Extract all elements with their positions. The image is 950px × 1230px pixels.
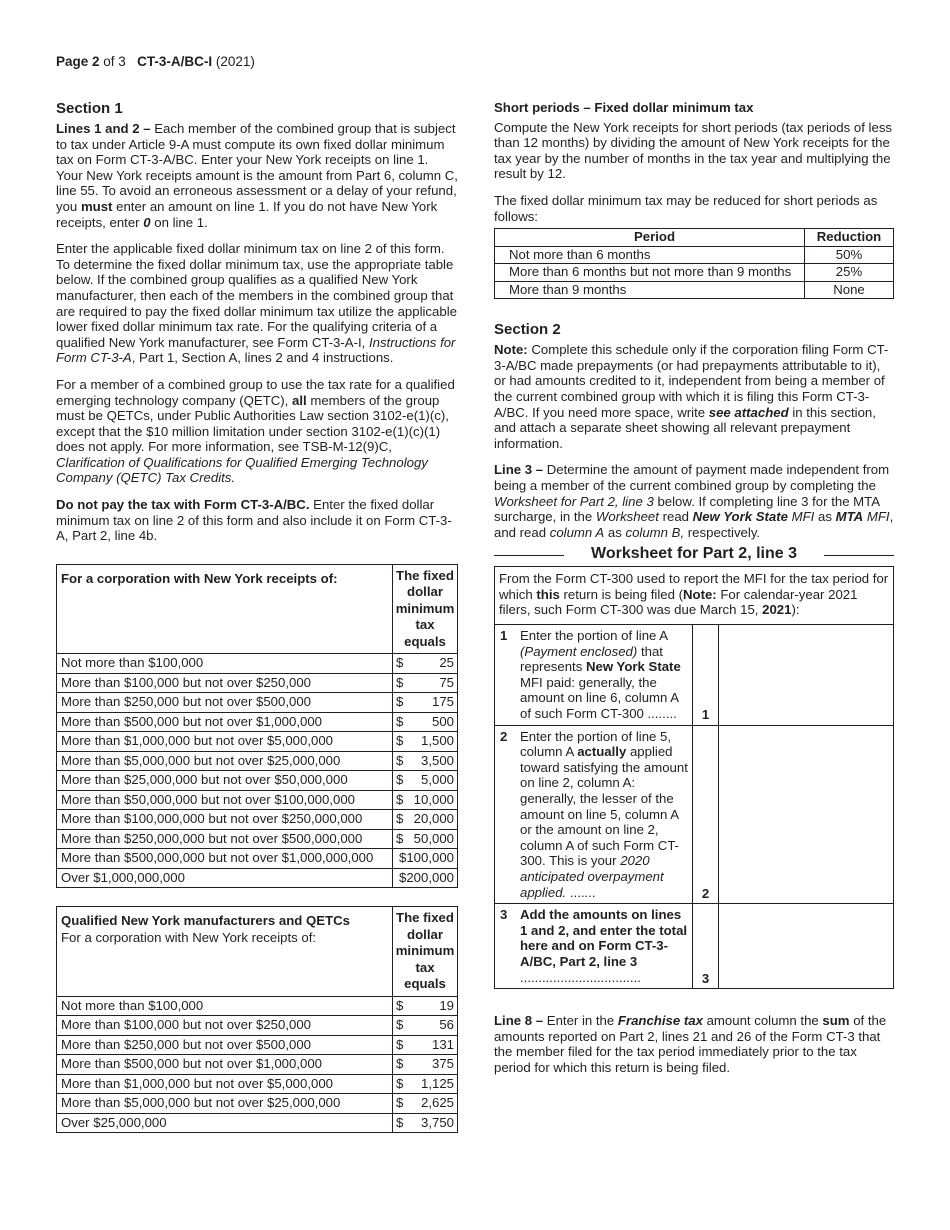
form-id: CT-3-A/BC-I xyxy=(137,54,213,69)
worksheet-intro: From the Form CT-300 used to report the MFI for the tax period for which this return is being filed (Note: For calendar-year 2021 filers, such Form CT-300 was due March 15, 2021): xyxy=(495,567,893,625)
table-header-tax: The fixed dollar minimum tax equals xyxy=(393,907,458,997)
period-cell: Not more than 6 months xyxy=(495,246,805,264)
worksheet-line-2 xyxy=(495,726,893,905)
section2-note: Note: Complete this schedule only if the corporation filing Form CT-3-A/BC made prepayments (or had prepayments attributable to it), or had amounts credited to it, independent from being a member of the current combined group with which it is filing this Form CT-3-A/BC. If you need more space, write see attached in this section, and attach a separate sheet showing all relevant prepayment information. xyxy=(494,342,889,451)
receipts-range: More than $100,000,000 but not over $250,000,000 xyxy=(57,810,393,830)
receipts-range: Over $1,000,000,000 xyxy=(57,868,393,888)
tax-amount: $ 500 xyxy=(393,712,458,732)
tax-amount: $ 56 xyxy=(393,1016,458,1036)
tax-amount: $ 75 xyxy=(393,673,458,693)
table-row xyxy=(57,810,458,830)
table-row xyxy=(57,1055,458,1075)
table-row xyxy=(57,1035,458,1055)
line-number: 2 xyxy=(500,728,508,744)
worksheet-line-3 xyxy=(495,904,893,988)
receipts-range: More than $100,000 but not over $250,000 xyxy=(57,673,393,693)
reduction-cell: 50% xyxy=(805,246,894,264)
form-year: (2021) xyxy=(212,54,255,69)
line-ref: 2 xyxy=(692,726,719,904)
table-row xyxy=(57,771,458,791)
tax-amount: $ 3,750 xyxy=(393,1113,458,1133)
page-total: of 3 xyxy=(99,54,126,69)
receipts-range: More than $500,000 but not over $1,000,000 xyxy=(57,1055,393,1075)
line-number: 1 xyxy=(500,628,508,644)
receipts-range: More than $25,000,000 but not over $50,000,000 xyxy=(57,771,393,791)
section1-qetc-para: For a member of a combined group to use the tax rate for a qualified emerging technology company (QETC), all members of the group must be QETCs, under Public Authorities Law section 3102-e(1)(c), except that the $10 million limitation under section 3102-e(1)(c)(1) does not apply. For more information, see TSB-M-12(9)C, Clarification of Qualifications for Qualified Emerging Technology Company (QETC) Tax Credits. xyxy=(56,376,455,486)
line-1-amount-field[interactable] xyxy=(719,625,893,725)
worksheet-title: Worksheet for Part 2, line 3 xyxy=(494,546,894,566)
short-periods-title: Short periods – Fixed dollar minimum tax xyxy=(494,100,754,115)
table-header-receipts: Qualified New York manufacturers and QETCs For a corporation with New York receipts of: xyxy=(57,907,393,997)
table-row xyxy=(57,712,458,732)
line8-para: Line 8 – Enter in the Franchise tax amount column the sum of the amounts reported on Part 2, lines 21 and 26 of the Form CT-3 that the member filed for the tax period immediately prior to the tax period for which this return is being filed. xyxy=(494,1013,887,1075)
tax-amount: $ 131 xyxy=(393,1035,458,1055)
line-text: Enter the portion of line A (Payment enclosed) that represents New York State MFI paid: generally, the amount on line 6, column A of such Form CT-300 ........ xyxy=(520,628,681,722)
table-row xyxy=(57,751,458,771)
line-number: 3 xyxy=(500,907,508,923)
page-label: Page xyxy=(56,54,93,69)
receipts-range: More than $250,000,000 but not over $500,000,000 xyxy=(57,829,393,849)
section1-title: Section 1 xyxy=(56,100,123,117)
line-ref: 1 xyxy=(692,625,719,725)
table-row xyxy=(57,693,458,713)
table-row xyxy=(57,1113,458,1133)
qualified-mfr-table xyxy=(56,906,458,1133)
receipts-range: More than $500,000 but not over $1,000,000 xyxy=(57,712,393,732)
table-row xyxy=(57,849,458,869)
reduction-cell: 25% xyxy=(805,264,894,282)
worksheet-line-1 xyxy=(495,625,893,726)
col-reduction: Reduction xyxy=(805,229,894,247)
tax-amount: $ 20,000 xyxy=(393,810,458,830)
page-number: 2 xyxy=(92,54,100,69)
line-ref: 3 xyxy=(692,904,719,988)
table-row xyxy=(57,1074,458,1094)
section2-line3: Line 3 – Determine the amount of payment made independent from being a member of the current combined group by completing the Worksheet for Part 2, line 3 below. If completing line 3 for the MTA surcharge, in the Worksheet read New York State MFI as MTA MFI, and read column A as column B, respectively. xyxy=(494,462,894,540)
receipts-range: More than $100,000 but not over $250,000 xyxy=(57,1016,393,1036)
tax-amount: $100,000 xyxy=(393,849,458,869)
table-header-receipts: For a corporation with New York receipts of: xyxy=(57,564,393,654)
receipts-range: More than $500,000,000 but not over $1,000,000,000 xyxy=(57,849,393,869)
tax-amount: $200,000 xyxy=(393,868,458,888)
receipts-range: More than $1,000,000 but not over $5,000,000 xyxy=(57,1074,393,1094)
table-row xyxy=(495,246,894,264)
receipts-range: Over $25,000,000 xyxy=(57,1113,393,1133)
receipts-range: More than $250,000 but not over $500,000 xyxy=(57,1035,393,1055)
tax-amount: $ 25 xyxy=(393,654,458,674)
receipts-range: More than $50,000,000 but not over $100,000,000 xyxy=(57,790,393,810)
section1-do-not-pay: Do not pay the tax with Form CT-3-A/BC. Enter the fixed dollar minimum tax on line 2 of this form and also include it on Form CT-3-A, Part 2, line 4b. xyxy=(56,497,452,544)
section2-title: Section 2 xyxy=(494,321,561,339)
tax-amount: $ 50,000 xyxy=(393,829,458,849)
short-periods-reduce: The fixed dollar minimum tax may be reduced for short periods as follows: xyxy=(494,192,878,224)
short-periods-para: Compute the New York receipts for short periods (tax periods of less than 12 months) by dividing the amount of New York receipts for the tax year by the number of months in the tax year and multiplying the result by 12. xyxy=(494,119,893,182)
table-row xyxy=(57,829,458,849)
section1-lines1-2: Lines 1 and 2 – Each member of the combined group that is subject to tax under Article 9-A must compute its own fixed dollar minimum tax on Form CT-3-A/BC. Enter your New York receipts on line 1. Your New York receipts amount is the amount from Part 6, column C, line 55. To avoid an erroneous assessment or a delay of your refund, you must enter an amount on line 1. If you do not have New York receipts, enter 0 on line 1. xyxy=(56,121,458,230)
line-text: Add the amounts on lines 1 and 2, and enter the total here and on Form CT-3-A/BC, Part 2, line 3 ................................. xyxy=(520,907,688,985)
tax-amount: $ 1,125 xyxy=(393,1074,458,1094)
table-row xyxy=(57,732,458,752)
tax-amount: $ 5,000 xyxy=(393,771,458,791)
worksheet-box xyxy=(494,566,894,989)
period-cell: More than 9 months xyxy=(495,281,805,299)
table-row xyxy=(57,1016,458,1036)
section1-line2-para: Enter the applicable fixed dollar minimum tax on line 2 of this form. To determine the fixed dollar minimum tax, use the appropriate table below. If the combined group qualifies as a qualified New York manufacturer, then each of the members in the combined group that are required to pay the fixed dollar minimum tax utilize the applicable lower fixed dollar minimum tax rate. For the qualifying criteria of a qualified New York manufacturer, see Form CT-3-A-I, Instructions for Form CT-3-A, Part 1, Section A, lines 2 and 4 instructions. xyxy=(56,241,457,366)
table-row xyxy=(495,264,894,282)
right-column xyxy=(494,100,894,1087)
table-header-tax: The fixed dollar minimum tax equals xyxy=(393,564,458,654)
reduction-cell: None xyxy=(805,281,894,299)
tax-amount: $ 10,000 xyxy=(393,790,458,810)
tax-amount: $ 175 xyxy=(393,693,458,713)
table-row xyxy=(57,996,458,1016)
receipts-range: More than $250,000 but not over $500,000 xyxy=(57,693,393,713)
col-period: Period xyxy=(495,229,805,247)
table-row xyxy=(57,868,458,888)
left-column xyxy=(56,100,458,1133)
table-row xyxy=(57,654,458,674)
table-row xyxy=(57,790,458,810)
line-2-amount-field[interactable] xyxy=(719,726,893,904)
table-row xyxy=(57,673,458,693)
tax-amount: $ 2,625 xyxy=(393,1094,458,1114)
reduction-table xyxy=(494,228,894,299)
tax-amount: $ 3,500 xyxy=(393,751,458,771)
line-3-amount-field[interactable] xyxy=(719,904,893,988)
receipts-range: Not more than $100,000 xyxy=(57,996,393,1016)
receipts-range: More than $5,000,000 but not over $25,000,000 xyxy=(57,1094,393,1114)
period-cell: More than 6 months but not more than 9 months xyxy=(495,264,805,282)
page-header xyxy=(56,54,255,70)
receipts-range: Not more than $100,000 xyxy=(57,654,393,674)
table-row xyxy=(495,281,894,299)
tax-amount: $ 375 xyxy=(393,1055,458,1075)
tax-amount: $ 19 xyxy=(393,996,458,1016)
receipts-range: More than $5,000,000 but not over $25,000,000 xyxy=(57,751,393,771)
receipts-range: More than $1,000,000 but not over $5,000,000 xyxy=(57,732,393,752)
line-text: Enter the portion of line 5, column A actually applied toward satisfying the amount on line 2, column A: generally, the lesser of the amount on line 5, column A or the amount on line 2, column A of such Form CT-300. This is your 2020 anticipated overpayment applied. ....... xyxy=(520,728,688,900)
tax-amount: $ 1,500 xyxy=(393,732,458,752)
fixed-dollar-table xyxy=(56,564,458,889)
table-row xyxy=(57,1094,458,1114)
